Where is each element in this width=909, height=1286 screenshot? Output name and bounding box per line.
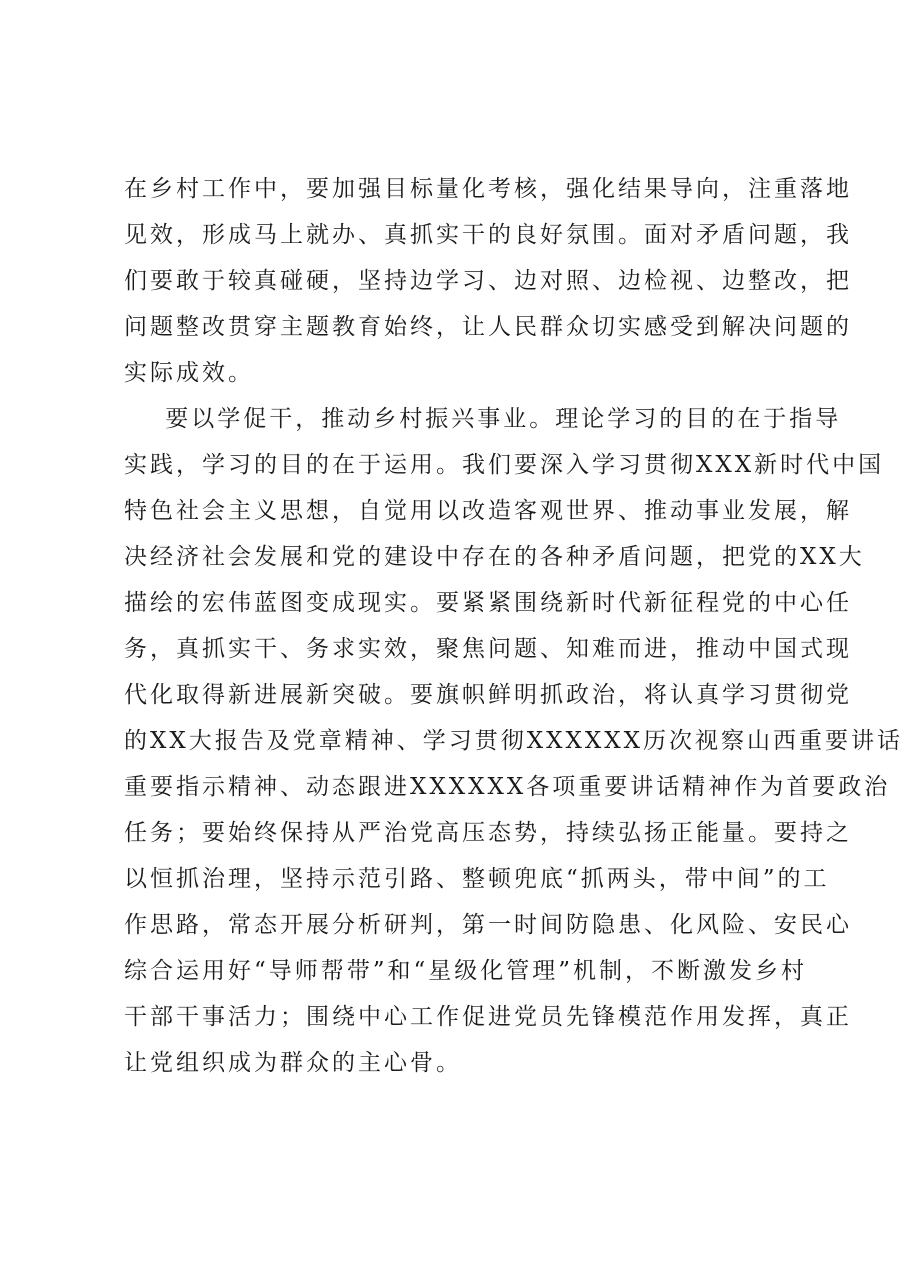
- text-line: 描绘的宏伟蓝图变成现实。要紧紧围绕新时代新征程党的中心任: [124, 590, 852, 616]
- text-line: 要以学促干，推动乡村振兴事业。理论学习的目的在于指导: [124, 406, 842, 432]
- text-line: 任务；要始终保持从严治党高压态势，持续弘扬正能量。要持之: [124, 820, 852, 846]
- text-line: 决经济社会发展和党的建设中存在的各种矛盾问题，把党的XX大: [124, 544, 865, 570]
- text-line: 务，真抓实干、务求实效，聚焦问题、知难而进，推动中国式现: [124, 636, 852, 662]
- text-line: 以恒抓治理，坚持示范引路、整顿兜底“抓两头，带中间”的工: [124, 866, 830, 892]
- text-line: 实践，学习的目的在于运用。我们要深入学习贯彻XXX新时代中国: [124, 452, 885, 478]
- text-line: 重要指示精神、动态跟进XXXXXX各项重要讲话精神作为首要政治: [124, 774, 891, 800]
- text-line: 综合运用好“导师帮带”和“星级化管理”机制，不断激发乡村: [124, 958, 808, 984]
- text-line: 作思路，常态开展分析研判，第一时间防隐患、化风险、安民心: [124, 912, 852, 938]
- text-line: 代化取得新进展新突破。要旗帜鲜明抓政治，将认真学习贯彻党: [124, 682, 852, 708]
- text-line: 在乡村工作中，要加强目标量化考核，强化结果导向，注重落地: [124, 176, 852, 202]
- text-line: 让党组织成为群众的主心骨。: [124, 1050, 462, 1076]
- paragraph-2: [124, 396, 903, 1086]
- text-line: 见效，形成马上就办、真抓实干的良好氛围。面对矛盾问题，我: [124, 222, 852, 248]
- text-line: 的XX大报告及党章精神、学习贯彻XXXXXX历次视察山西重要讲话: [124, 728, 903, 754]
- text-line: 们要敢于较真碰硬，坚持边学习、边对照、边检视、边整改，把: [124, 268, 852, 294]
- text-line: 实际成效。: [124, 360, 254, 386]
- paragraph-1: [124, 166, 852, 396]
- text-line: 特色社会主义思想，自觉用以改造客观世界、推动事业发展，解: [124, 498, 852, 524]
- text-line: 问题整改贯穿主题教育始终，让人民群众切实感受到解决问题的: [124, 314, 852, 340]
- text-line: 干部干事活力；围绕中心工作促进党员先锋模范作用发挥，真正: [124, 1004, 852, 1030]
